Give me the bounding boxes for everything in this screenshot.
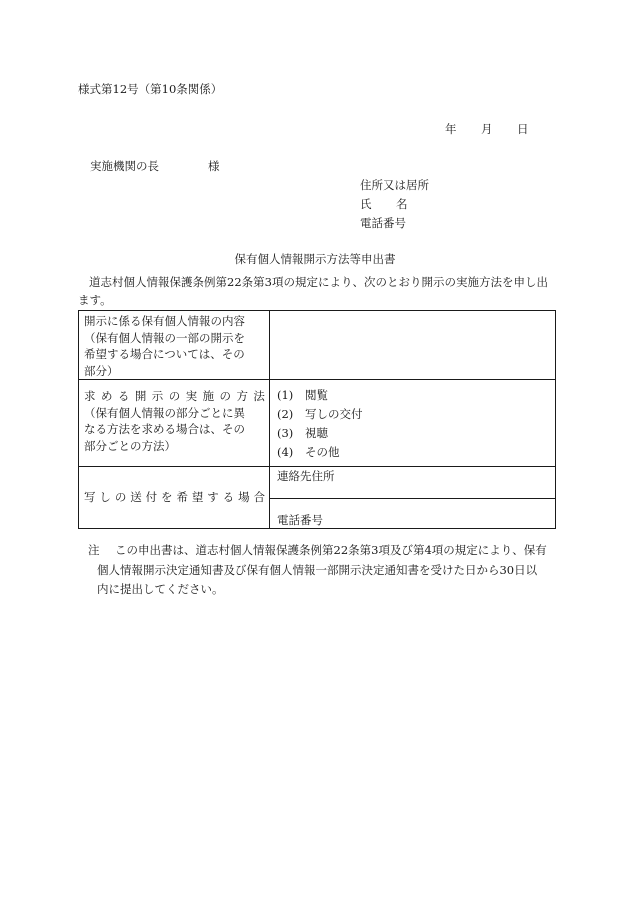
- method-heading-char: 開: [134, 389, 147, 403]
- applicant-address-label: 住所又は居所: [360, 178, 429, 192]
- method-option-other[interactable]: [277, 443, 555, 462]
- note-line-3: 内に提出してください。: [97, 582, 224, 596]
- content-label-cell: [79, 311, 270, 380]
- content-label-line-4: 部分）: [84, 363, 119, 378]
- method-label-line-2: （保有個人情報の部分ごとに異: [84, 405, 245, 420]
- method-heading-char: 方: [236, 389, 248, 403]
- delivery-label-char: す: [207, 490, 219, 505]
- delivery-label-char: 写: [84, 490, 96, 505]
- note-line-1: この申出書は、道志村個人情報保護条例第22条第3項及び第4項の規定により、保有: [115, 543, 547, 557]
- method-option-label: 視聴: [305, 426, 328, 440]
- contact-address-label: 連絡先住所: [277, 469, 335, 483]
- method-label-line-3: なる方法を求める場合は、その: [84, 422, 245, 436]
- method-option-number: (2): [277, 407, 294, 421]
- method-heading-char: 示: [151, 389, 164, 403]
- method-option-number: (1): [277, 388, 294, 402]
- method-option-number: (4): [277, 445, 294, 459]
- contact-address-cell[interactable]: [270, 467, 556, 499]
- delivery-label-cell: [79, 467, 270, 529]
- delivery-label-char: 望: [191, 490, 204, 505]
- recipient-label: 実施機関の長: [90, 159, 159, 173]
- content-value-cell[interactable]: [270, 311, 556, 380]
- table-row-method: [79, 380, 556, 467]
- request-table: [78, 310, 556, 529]
- content-label-line-2: （保有個人情報の一部の開示を: [84, 330, 245, 345]
- method-heading-char: の: [219, 389, 231, 403]
- date-year: 年: [445, 122, 457, 136]
- method-option-label: 閲覧: [305, 388, 328, 402]
- date-day: 日: [517, 122, 529, 136]
- date-month: 月: [481, 122, 493, 136]
- method-heading-char: 施: [202, 389, 215, 403]
- document-title: 保有個人情報開示方法等申出書: [234, 252, 396, 266]
- method-heading-char: の: [168, 389, 181, 403]
- body-text: 道志村個人情報保護条例第22条第3項の規定により、次のとおり開示の実施方法を申し出ます。: [78, 275, 548, 307]
- delivery-label-char: 合: [253, 490, 265, 505]
- method-heading-char: 法: [253, 389, 265, 403]
- method-heading-char: る: [117, 389, 130, 403]
- method-heading-char: 求: [84, 389, 96, 403]
- delivery-label-char: の: [114, 490, 127, 505]
- note-line-2: 個人情報開示決定通知書及び保有個人情報一部開示決定通知書を受けた日から30日以: [97, 562, 538, 577]
- delivery-label-char: 場: [238, 490, 250, 505]
- delivery-label-char: を: [161, 490, 173, 505]
- applicant-name-char-2: 名: [396, 197, 408, 211]
- note: [88, 541, 566, 600]
- table-row-delivery-contact: [79, 467, 556, 499]
- delivery-label-char: る: [222, 490, 235, 505]
- method-label-cell: [79, 380, 270, 467]
- method-option-label: その他: [305, 445, 340, 459]
- table-row-content: [79, 311, 556, 380]
- method-heading-char: 実: [185, 389, 198, 403]
- recipient-suffix: 様: [208, 159, 220, 173]
- delivery-label-char: 希: [176, 490, 188, 505]
- form-number: 様式第12号（第10条関係）: [78, 82, 223, 96]
- method-label-line-4: 部分ごとの方法）: [84, 438, 176, 453]
- method-option-copy[interactable]: [277, 405, 555, 424]
- applicant-phone-label: 電話番号: [360, 216, 406, 230]
- contact-phone-cell[interactable]: [270, 499, 556, 529]
- method-heading-char: め: [100, 389, 113, 403]
- content-label-line-1: 開示に係る保有個人情報の内容: [84, 314, 245, 328]
- method-option-label: 写しの交付: [305, 407, 363, 421]
- delivery-label-char: し: [99, 490, 111, 505]
- method-label-heading: [84, 388, 265, 405]
- delivery-label-char: 送: [130, 490, 142, 505]
- method-option-number: (3): [277, 426, 294, 440]
- delivery-label: [84, 489, 265, 506]
- delivery-label-char: 付: [145, 490, 158, 505]
- note-head: 注: [88, 543, 100, 557]
- content-label-line-3: 希望する場合については、その: [84, 347, 245, 361]
- method-option-viewing[interactable]: [277, 386, 555, 405]
- contact-phone-label: 電話番号: [277, 512, 323, 527]
- method-options-cell: [270, 380, 556, 467]
- recipient: [90, 159, 220, 173]
- applicant-name-char-1: 氏: [360, 197, 372, 211]
- applicant-name-label: [360, 197, 408, 211]
- method-option-audiovisual[interactable]: [277, 424, 555, 443]
